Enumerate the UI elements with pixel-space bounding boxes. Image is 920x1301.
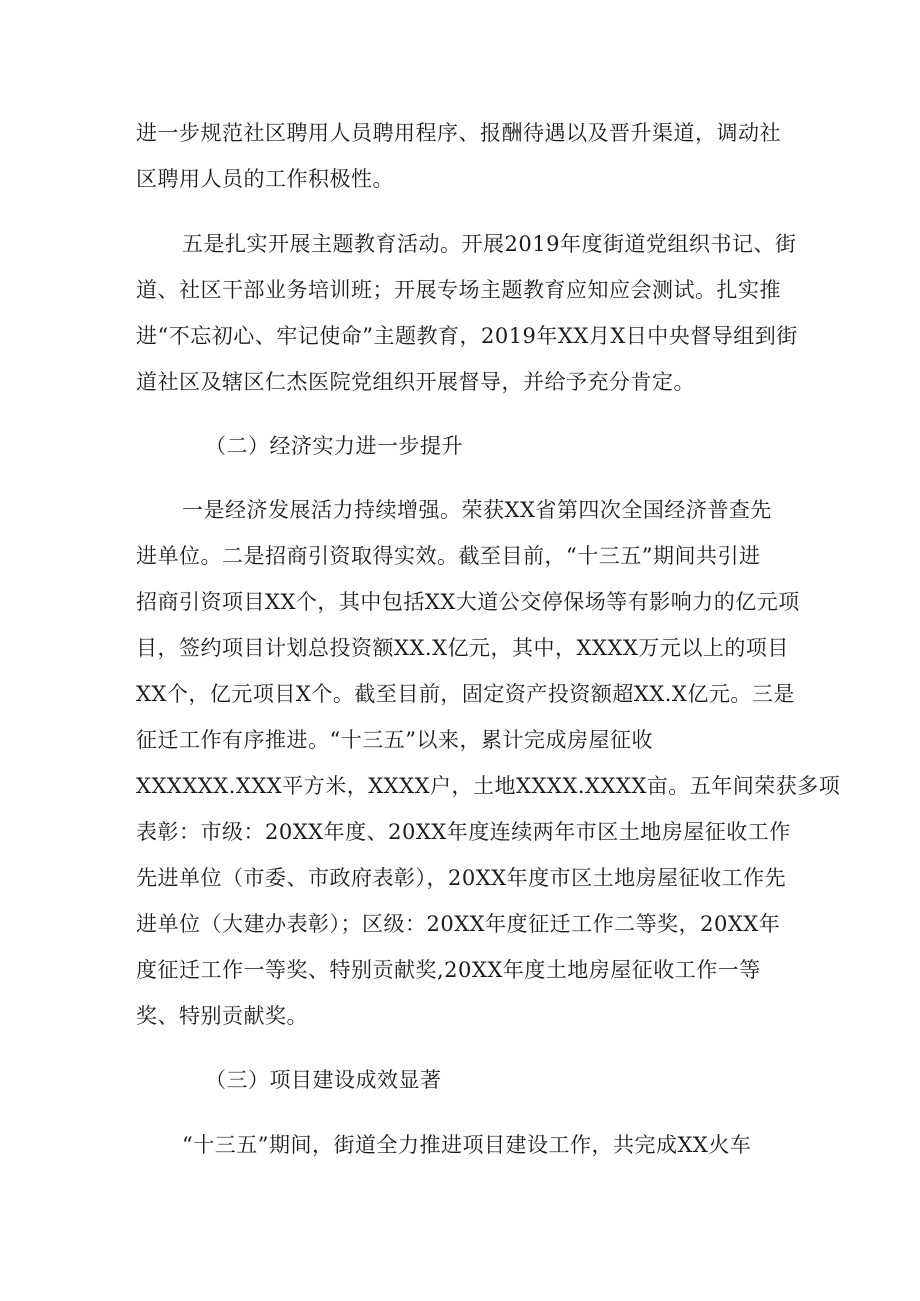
section-heading: （二）经济实力进一步提升 <box>205 434 463 458</box>
paragraph-line: 一是经济发展活力持续增强。荣获XX省第四次全国经济普查先 <box>182 498 772 522</box>
paragraph-line: 先进单位（市委、市政府表彰），20XX年度市区土地房屋征收工作先 <box>136 866 787 890</box>
paragraph-line: 进单位（大建办表彰）；区级：20XX年度征迁工作二等奖，20XX年 <box>136 912 781 936</box>
paragraph-line: 征迁工作有序推进。“十三五”以来，累计完成房屋征收 <box>136 728 653 752</box>
paragraph-line: 进一步规范社区聘用人员聘用程序、报酬待遇以及晋升渠道，调动社 <box>136 121 781 145</box>
paragraph-line: 道、社区干部业务培训班；开展专场主题教育应知应会测试。扎实推 <box>136 278 781 302</box>
paragraph-line: 五是扎实开展主题教育活动。开展2019年度街道党组织书记、街 <box>182 232 797 256</box>
paragraph-line: 奖、特别贡献奖。 <box>136 1004 308 1028</box>
paragraph-line: XX个，亿元项目X个。截至目前，固定资产投资额超XX.X亿元。三是 <box>136 682 795 706</box>
paragraph-line: 表彰：市级：20XX年度、20XX年度连续两年市区土地房屋征收工作 <box>136 820 791 844</box>
paragraph-line: 区聘用人员的工作积极性。 <box>136 167 394 191</box>
paragraph-line: 进“不忘初心、牢记使命”主题教育，2019年XX月X日中央督导组到街 <box>136 324 798 348</box>
paragraph-line: 招商引资项目XX个，其中包括XX大道公交停保场等有影响力的亿元项 <box>136 590 800 614</box>
paragraph-line: “十三五”期间，街道全力推进项目建设工作，共完成XX火车 <box>182 1133 752 1157</box>
paragraph-line: 进单位。二是招商引资取得实效。截至目前，“十三五”期间共引进 <box>136 544 761 568</box>
section-heading: （三）项目建设成效显著 <box>205 1068 442 1092</box>
paragraph-line: 道社区及辖区仁杰医院党组织开展督导，并给予充分肯定。 <box>136 370 695 394</box>
paragraph-line: 目，签约项目计划总投资额XX.X亿元，其中，XXXX万元以上的项目 <box>136 636 789 660</box>
paragraph-line: XXXXXX.XXX平方米，XXXX户，土地XXXX.XXXX亩。五年间荣获多项 <box>136 774 841 798</box>
paragraph-line: 度征迁工作一等奖、特别贡献奖,20XX年度土地房屋征收工作一等 <box>136 958 761 982</box>
